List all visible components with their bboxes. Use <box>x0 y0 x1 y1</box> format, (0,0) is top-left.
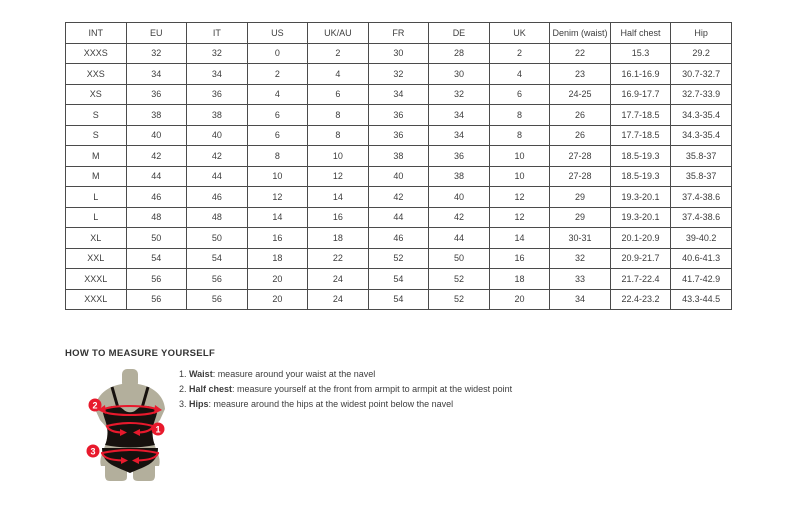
table-cell: 56 <box>126 289 187 310</box>
mannequin-illustration <box>78 369 178 484</box>
table-cell: 18.5-19.3 <box>610 166 671 187</box>
table-cell: 52 <box>429 289 490 310</box>
table-cell: 20 <box>247 269 308 290</box>
table-cell: 38 <box>368 146 429 167</box>
table-cell: L <box>66 207 127 228</box>
table-cell: 42 <box>187 146 248 167</box>
table-cell: 8 <box>247 146 308 167</box>
table-cell: 35.8-37 <box>671 166 732 187</box>
table-cell: 52 <box>368 248 429 269</box>
table-cell: 37.4-38.6 <box>671 187 732 208</box>
header-row <box>66 23 732 44</box>
table-cell: 16.1-16.9 <box>610 64 671 85</box>
table-cell: 26 <box>550 125 611 146</box>
table-cell: 20.1-20.9 <box>610 228 671 249</box>
table-cell: 6 <box>308 84 369 105</box>
table-cell: 16.9-17.7 <box>610 84 671 105</box>
table-cell: 14 <box>308 187 369 208</box>
table-cell: 2 <box>308 43 369 64</box>
table-cell: 10 <box>489 166 550 187</box>
table-cell: 44 <box>126 166 187 187</box>
table-cell: 10 <box>247 166 308 187</box>
table-cell: 33 <box>550 269 611 290</box>
table-cell: 32 <box>550 248 611 269</box>
table-cell: 50 <box>187 228 248 249</box>
table-cell: 30 <box>368 43 429 64</box>
table-cell: 42 <box>126 146 187 167</box>
table-cell: L <box>66 187 127 208</box>
table-cell: 4 <box>247 84 308 105</box>
table-cell: 16 <box>247 228 308 249</box>
table-cell: 29.2 <box>671 43 732 64</box>
table-cell: 50 <box>429 248 490 269</box>
table-row <box>66 289 732 310</box>
table-row <box>66 146 732 167</box>
table-row <box>66 248 732 269</box>
table-cell: 42 <box>429 207 490 228</box>
table-cell: 48 <box>187 207 248 228</box>
table-cell: 20 <box>247 289 308 310</box>
table-cell: 21.7-22.4 <box>610 269 671 290</box>
table-cell: 30 <box>429 64 490 85</box>
table-cell: 4 <box>489 64 550 85</box>
measure-step <box>179 384 512 394</box>
table-cell: 34.3-35.4 <box>671 125 732 146</box>
table-cell: 24 <box>308 289 369 310</box>
table-cell: 46 <box>126 187 187 208</box>
step-text: : measure around the hips at the widest point below the navel <box>208 399 454 409</box>
table-cell: 44 <box>368 207 429 228</box>
step-text: : measure yourself at the front from armpit to armpit at the widest point <box>232 384 513 394</box>
table-cell: 12 <box>247 187 308 208</box>
table-cell: 4 <box>308 64 369 85</box>
size-chart-header <box>66 23 732 44</box>
measure-steps <box>179 369 512 414</box>
table-cell: 12 <box>308 166 369 187</box>
table-cell: 34 <box>429 125 490 146</box>
table-cell: XXXL <box>66 269 127 290</box>
table-cell: 38 <box>187 105 248 126</box>
column-header: Hip <box>671 23 732 44</box>
table-cell: 36 <box>187 84 248 105</box>
table-cell: 6 <box>247 125 308 146</box>
step-number: 1. <box>179 369 190 379</box>
table-cell: 18 <box>489 269 550 290</box>
table-row <box>66 43 732 64</box>
table-cell: 34 <box>126 64 187 85</box>
table-cell: XL <box>66 228 127 249</box>
table-row <box>66 166 732 187</box>
table-cell: 6 <box>489 84 550 105</box>
table-row <box>66 84 732 105</box>
table-row <box>66 228 732 249</box>
table-cell: 29 <box>550 187 611 208</box>
table-cell: 19.3-20.1 <box>610 187 671 208</box>
table-cell: 40 <box>187 125 248 146</box>
table-cell: 17.7-18.5 <box>610 125 671 146</box>
column-header: IT <box>187 23 248 44</box>
badge-half-chest <box>89 399 102 412</box>
table-row <box>66 125 732 146</box>
table-cell: 56 <box>126 269 187 290</box>
table-cell: XXL <box>66 248 127 269</box>
table-cell: 22 <box>308 248 369 269</box>
table-cell: 8 <box>489 105 550 126</box>
column-header: DE <box>429 23 490 44</box>
table-cell: 20 <box>489 289 550 310</box>
table-cell: 54 <box>368 269 429 290</box>
column-header: UK/AU <box>308 23 369 44</box>
step-label: Waist <box>189 369 213 379</box>
column-header: EU <box>126 23 187 44</box>
column-header: UK <box>489 23 550 44</box>
table-cell: 56 <box>187 269 248 290</box>
table-cell: 36 <box>126 84 187 105</box>
table-cell: 28 <box>429 43 490 64</box>
size-chart-table <box>65 22 732 310</box>
column-header: INT <box>66 23 127 44</box>
table-cell: 30-31 <box>550 228 611 249</box>
table-cell: 40 <box>368 166 429 187</box>
table-cell: 40 <box>429 187 490 208</box>
table-cell: 42 <box>368 187 429 208</box>
table-cell: 36 <box>368 125 429 146</box>
table-cell: 19.3-20.1 <box>610 207 671 228</box>
table-cell: 8 <box>308 125 369 146</box>
measure-section-title: HOW TO MEASURE YOURSELF <box>65 348 216 359</box>
table-cell: 32 <box>187 43 248 64</box>
table-cell: 44 <box>187 166 248 187</box>
table-cell: 2 <box>247 64 308 85</box>
table-cell: 46 <box>368 228 429 249</box>
column-header: Denim (waist) <box>550 23 611 44</box>
table-cell: 23 <box>550 64 611 85</box>
table-cell: 35.8-37 <box>671 146 732 167</box>
step-number: 2. <box>179 384 190 394</box>
table-cell: 34 <box>368 84 429 105</box>
table-cell: 14 <box>489 228 550 249</box>
table-cell: 30.7-32.7 <box>671 64 732 85</box>
table-cell: 37.4-38.6 <box>671 207 732 228</box>
table-cell: S <box>66 125 127 146</box>
table-cell: 10 <box>489 146 550 167</box>
step-label: Half chest <box>189 384 233 394</box>
table-cell: 32 <box>368 64 429 85</box>
table-cell: 43.3-44.5 <box>671 289 732 310</box>
table-cell: 50 <box>126 228 187 249</box>
table-cell: 39-40.2 <box>671 228 732 249</box>
badge-waist-number: 1 <box>155 424 161 435</box>
table-row <box>66 207 732 228</box>
badge-hips-number: 3 <box>90 446 96 457</box>
table-cell: 0 <box>247 43 308 64</box>
table-cell: 18.5-19.3 <box>610 146 671 167</box>
table-cell: 34 <box>429 105 490 126</box>
table-cell: 15.3 <box>610 43 671 64</box>
column-header: FR <box>368 23 429 44</box>
table-cell: 44 <box>429 228 490 249</box>
table-cell: XS <box>66 84 127 105</box>
step-number: 3. <box>179 399 190 409</box>
table-cell: 27-28 <box>550 146 611 167</box>
table-row <box>66 269 732 290</box>
table-cell: 34 <box>550 289 611 310</box>
badge-half-chest-number: 2 <box>92 400 98 411</box>
table-cell: 17.7-18.5 <box>610 105 671 126</box>
badge-hips <box>87 445 100 458</box>
column-header: US <box>247 23 308 44</box>
table-row <box>66 64 732 85</box>
table-cell: XXXL <box>66 289 127 310</box>
table-cell: 40 <box>126 125 187 146</box>
step-label: Hips <box>189 399 209 409</box>
table-cell: 27-28 <box>550 166 611 187</box>
table-cell: 18 <box>247 248 308 269</box>
table-cell: 34.3-35.4 <box>671 105 732 126</box>
table-row <box>66 187 732 208</box>
table-cell: 40.6-41.3 <box>671 248 732 269</box>
table-cell: 29 <box>550 207 611 228</box>
table-cell: 22.4-23.2 <box>610 289 671 310</box>
table-cell: 16 <box>308 207 369 228</box>
measure-step <box>179 399 512 409</box>
measure-step <box>179 369 512 379</box>
table-cell: 32 <box>126 43 187 64</box>
table-cell: 34 <box>187 64 248 85</box>
table-cell: 18 <box>308 228 369 249</box>
table-cell: M <box>66 146 127 167</box>
step-text: : measure around your waist at the navel <box>212 369 376 379</box>
table-cell: 24 <box>308 269 369 290</box>
table-cell: 24-25 <box>550 84 611 105</box>
column-header: Half chest <box>610 23 671 44</box>
table-cell: 38 <box>429 166 490 187</box>
table-cell: 6 <box>247 105 308 126</box>
table-cell: 26 <box>550 105 611 126</box>
table-cell: 12 <box>489 207 550 228</box>
table-cell: 8 <box>308 105 369 126</box>
table-cell: S <box>66 105 127 126</box>
table-cell: 10 <box>308 146 369 167</box>
table-cell: 20.9-21.7 <box>610 248 671 269</box>
size-chart-body <box>66 43 732 310</box>
table-cell: 48 <box>126 207 187 228</box>
table-cell: 36 <box>429 146 490 167</box>
table-cell: 52 <box>429 269 490 290</box>
table-cell: 32.7-33.9 <box>671 84 732 105</box>
table-cell: M <box>66 166 127 187</box>
table-cell: 22 <box>550 43 611 64</box>
table-cell: 38 <box>126 105 187 126</box>
table-cell: 56 <box>187 289 248 310</box>
table-row <box>66 105 732 126</box>
table-cell: 54 <box>187 248 248 269</box>
table-cell: 32 <box>429 84 490 105</box>
table-cell: 12 <box>489 187 550 208</box>
badge-waist <box>152 423 165 436</box>
table-cell: 16 <box>489 248 550 269</box>
table-cell: 2 <box>489 43 550 64</box>
table-cell: XXXS <box>66 43 127 64</box>
table-cell: 8 <box>489 125 550 146</box>
table-cell: 46 <box>187 187 248 208</box>
table-cell: 41.7-42.9 <box>671 269 732 290</box>
table-cell: 54 <box>126 248 187 269</box>
table-cell: 54 <box>368 289 429 310</box>
table-cell: 14 <box>247 207 308 228</box>
table-cell: 36 <box>368 105 429 126</box>
table-cell: XXS <box>66 64 127 85</box>
